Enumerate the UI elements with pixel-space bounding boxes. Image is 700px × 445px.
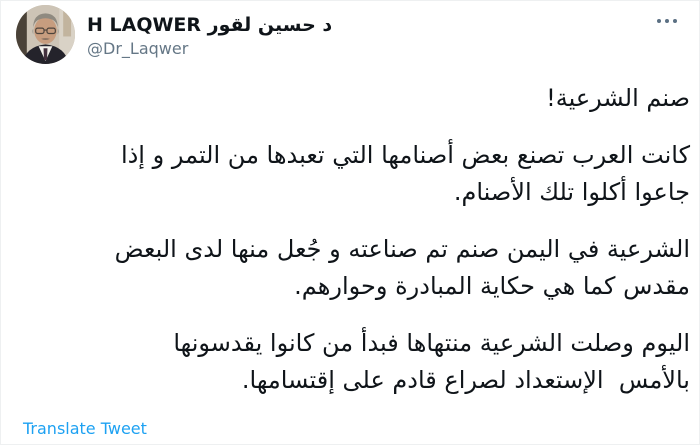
display-name[interactable]: د حسين لقور H LAQWER [87,14,333,36]
user-identity [87,5,332,59]
translate-tweet-link[interactable]: Translate Tweet [23,419,147,438]
more-menu-dot [665,19,669,23]
tweet-paragraph [13,80,690,117]
more-menu-dot [673,19,677,23]
tweet-header [1,1,699,64]
tweet-paragraph [13,231,690,305]
user-portrait-icon [16,5,75,64]
user-handle[interactable]: @Dr_Laqwer [87,39,189,58]
tweet-text-line: مقدس كما هي حكاية المبادرة وحوارهم. [294,272,690,300]
translate-row [1,419,699,439]
tweet-text-line: صنم الشرعية! [546,84,690,112]
avatar[interactable] [16,5,75,64]
tweet-text-line: الشرعية في اليمن صنم تم صناعته و جُعل منها لدى البعض [114,235,690,263]
tweet-text [1,64,699,399]
more-menu-icon[interactable] [653,15,681,27]
tweet-paragraph [13,137,690,211]
tweet-text-line: بالأمس الإستعداد لصراع قادم على إقتسامها. [241,366,690,394]
tweet-text-line: كانت العرب تصنع بعض أصنامها التي تعبدها من التمر و إذا [120,141,690,169]
tweet-paragraph [13,325,690,399]
tweet-text-line: اليوم وصلت الشرعية منتهاها فبدأ من كانوا يقدسونها [173,329,690,357]
tweet-text-line: جاعوا أكلوا تلك الأصنام. [453,178,690,206]
more-menu-dot [657,19,661,23]
